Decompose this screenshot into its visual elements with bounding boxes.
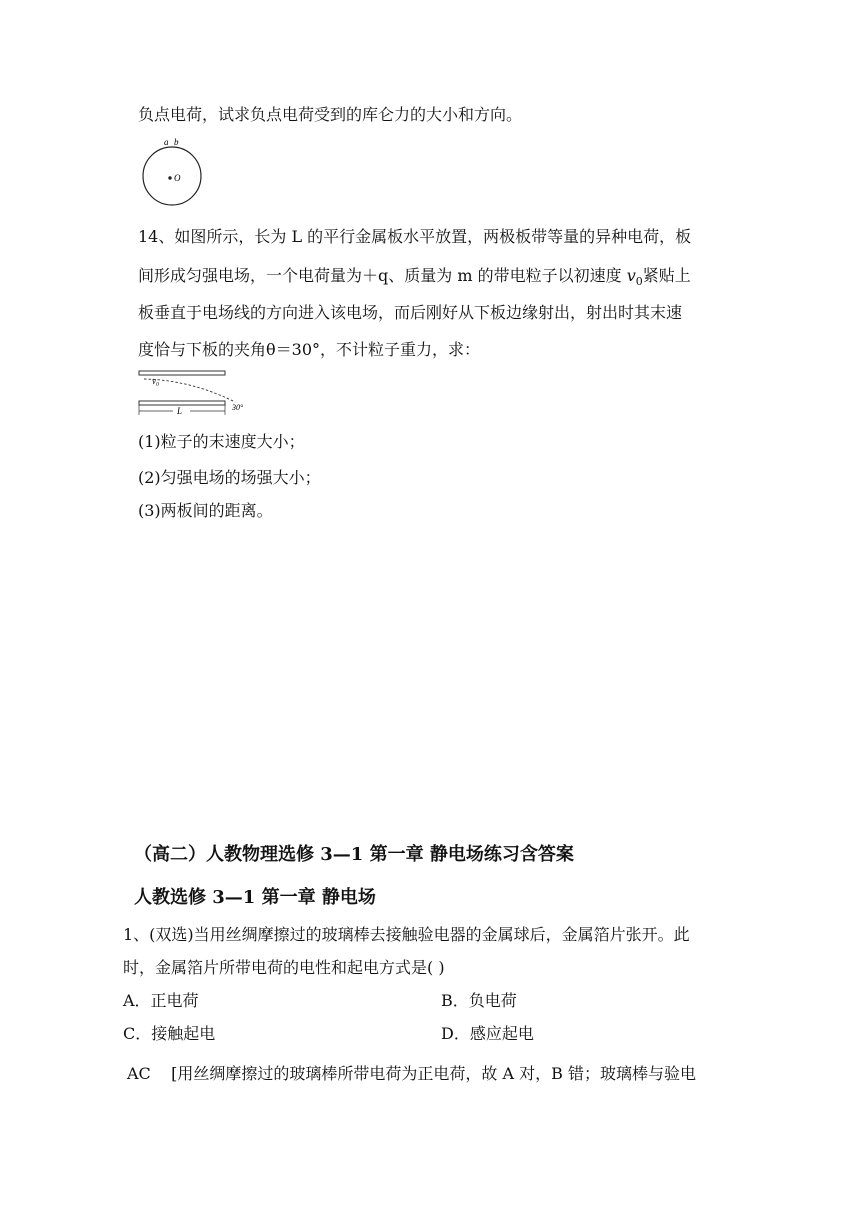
q14-line3: 板垂直于电场线的方向进入该电场，而后刚好从下板边缘射出，射出时其末速 <box>138 303 683 322</box>
v0-label: v₀ <box>152 376 160 386</box>
q13-tail: 负点电荷，试求负点电荷受到的库仑力的大小和方向。 <box>138 105 523 124</box>
option-a: A．正电荷 <box>123 991 199 1010</box>
q14-sub3: (3)两板间的距离。 <box>138 501 273 520</box>
circle-label-b: b <box>174 137 179 147</box>
q14-sub2: (2)匀强电场的场强大小； <box>138 468 321 487</box>
circle-label-o: O <box>174 173 181 183</box>
q14-line2-text-b: 紧贴上 <box>642 266 691 285</box>
q14-sub1: (1)粒子的末速度大小； <box>138 432 305 451</box>
plates-figure <box>136 368 258 416</box>
section-title: （高二）人教物理选修 3—1 第一章 静电场练习含答案 <box>134 844 574 865</box>
option-b: B．负电荷 <box>441 991 517 1010</box>
q14-line1: 14、如图所示，长为 L 的平行金属板水平放置，两极板带等量的异种电荷，板 <box>138 227 692 246</box>
circle-label-a: a <box>164 137 169 147</box>
q14-line2-text-a: 间形成匀强电场，一个电荷量为＋q、质量为 m 的带电粒子以初速度 <box>138 266 627 285</box>
q1-line2: 时，金属箔片所带电荷的电性和起电方式是( ) <box>123 958 445 977</box>
section-subtitle: 人教选修 3—1 第一章 静电场 <box>134 887 376 908</box>
q14-line2 <box>138 266 691 292</box>
option-c: C．接触起电 <box>123 1024 216 1043</box>
q1-answer: AC [用丝绸摩擦过的玻璃棒所带电荷为正电荷，故 A 对，B 错；玻璃棒与验电 <box>127 1064 696 1083</box>
q1-line1: 1、(双选)当用丝绸摩擦过的玻璃棒去接触验电器的金属球后，金属箔片张开。此 <box>123 925 690 944</box>
velocity-subscript: 0 <box>635 275 643 289</box>
q14-line4: 度恰与下板的夹角θ＝30°，不计粒子重力，求： <box>138 340 480 359</box>
option-d: D．感应起电 <box>441 1024 534 1043</box>
angle-label: 30° <box>232 403 244 412</box>
length-label: L <box>177 406 183 416</box>
velocity-symbol: v <box>626 266 636 285</box>
circle-figure <box>136 136 208 206</box>
